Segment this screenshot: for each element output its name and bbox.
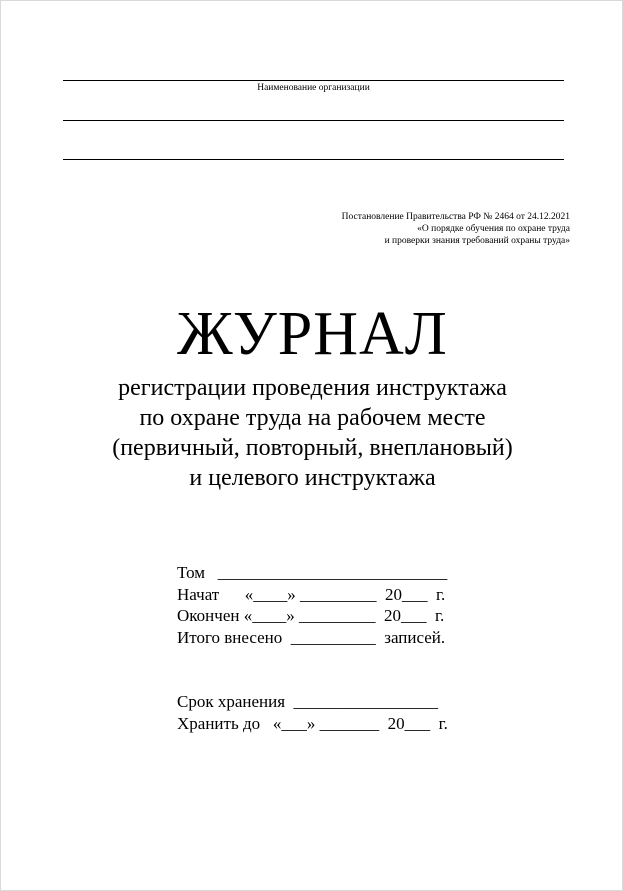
- tom-field: Том ___________________________: [177, 563, 448, 582]
- storage-term-field: Срок хранения _________________: [177, 692, 439, 711]
- subtitle-line-2: по охране труда на рабочем месте: [139, 405, 486, 431]
- storage-fields: [177, 691, 448, 734]
- total-records-field: Итого внесено __________ записей.: [177, 627, 446, 647]
- volume-fields: [177, 562, 447, 648]
- org-name-label: Наименование организации: [257, 83, 370, 93]
- journal-subtitle: [1, 373, 623, 493]
- decree-line-1: Постановление Правительства РФ № 2464 от 24.12.2021: [341, 212, 570, 222]
- journal-title: ЖУРНАЛ: [177, 300, 448, 368]
- finished-field: Окончен «____» _________ 20___ г.: [177, 606, 445, 625]
- subtitle-line-3: (первичный, повторный, внеплановый): [112, 435, 513, 461]
- org-name-line-1: [63, 80, 564, 81]
- org-name-line-2: [63, 120, 564, 121]
- started-field: Начат «____» _________ 20___ г.: [177, 584, 446, 604]
- keep-until-field: Хранить до «___» _______ 20___ г.: [177, 713, 448, 733]
- decree-reference: [342, 211, 570, 247]
- subtitle-line-4: и целевого инструктажа: [189, 465, 436, 491]
- decree-line-3: и проверки знания требований охраны труда»: [384, 236, 570, 246]
- decree-line-2: «О порядке обучения по охране труда: [417, 224, 570, 234]
- org-name-line-3: [63, 159, 564, 160]
- subtitle-line-1: регистрации проведения инструктажа: [118, 375, 507, 401]
